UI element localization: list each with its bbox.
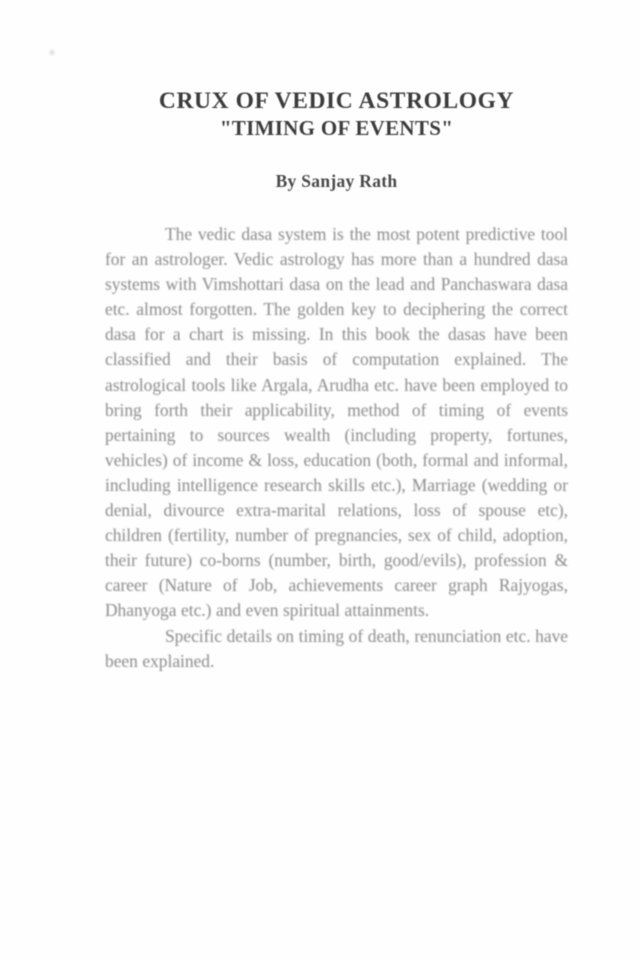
paragraph: Specific details on timing of death, renunciation etc. have been explained. xyxy=(105,625,568,671)
page-text-column xyxy=(105,0,568,674)
author-byline: By Sanjay Rath xyxy=(275,171,398,191)
title-block xyxy=(105,0,568,142)
paragraph: The vedic dasa system is the most potent predictive tool for an astrologer. Vedic astrology has more than a hundred dasa systems with Vimshottari dasa on the lead and Panchaswara dasa etc. almost forgotten. The golden key to deciphering the correct dasa for a chart is missing. In this book the dasas have been classified and their basis of computation explained. The astrological tools like Argala, Arudha etc. have been employed to bring forth their applicability, method of timing of events pertaining to sources wealth (including property, fortunes, vehicles) of income & loss, education (both, formal and informal, including intelligence research skills etc.), Marriage (wedding or denial, divource extra-marital relations, loss of spouse etc), children (fertility, number of pregnancies, sex of child, adoption, their future) co-borns (number, birth, good/evils), profession & career (Nature of Job, achievements career graph Rajyogas, Dhanyoga etc.) and even spiritual attainments. xyxy=(105,224,568,621)
body-text xyxy=(105,222,568,674)
page-title-line-1: CRUX OF VEDIC ASTROLOGY xyxy=(158,88,515,114)
page-title-line-2: "TIMING OF EVENTS" xyxy=(219,116,454,140)
scan-artifact-speck xyxy=(50,50,54,55)
